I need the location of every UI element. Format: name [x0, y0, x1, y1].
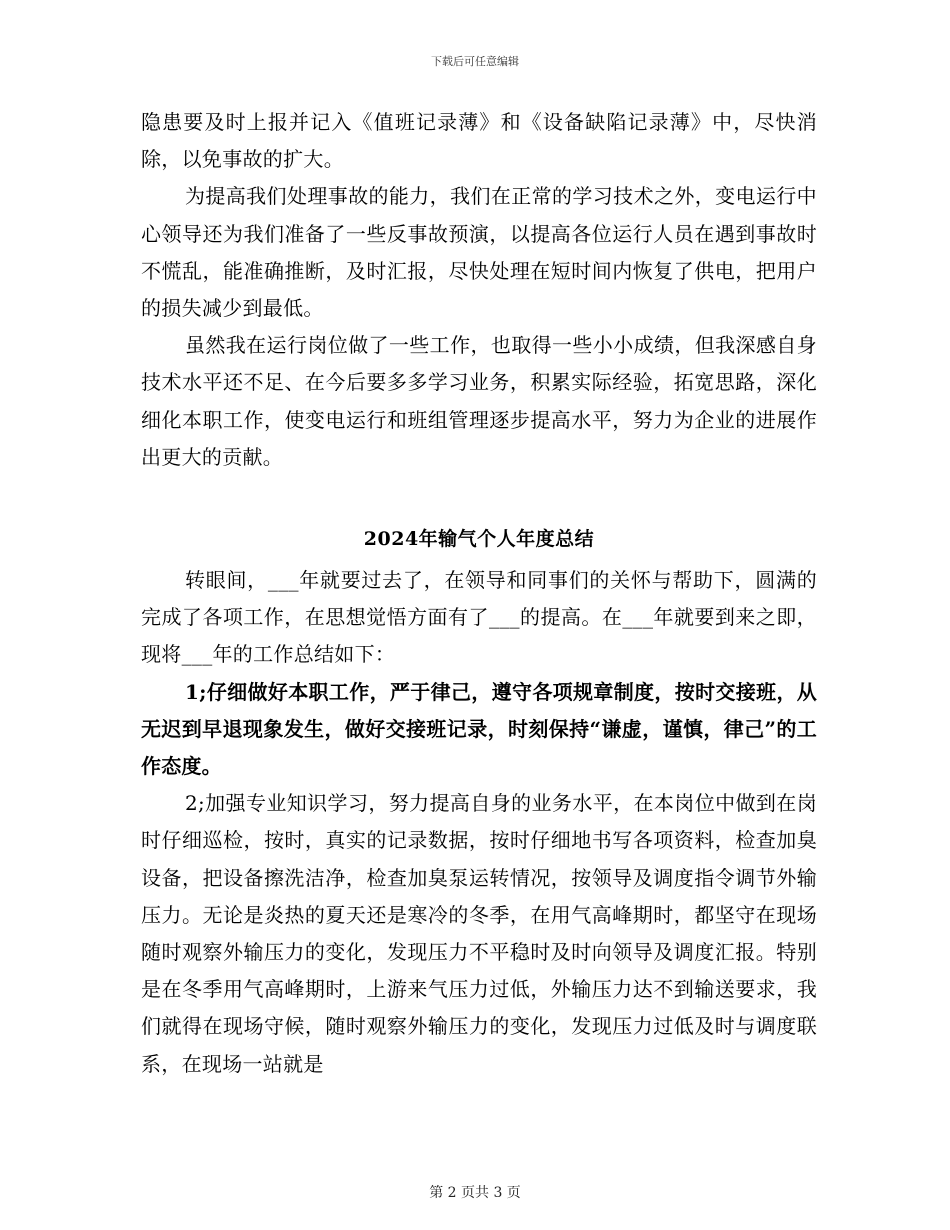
section-title: 2024年输气个人年度总结 — [363, 528, 595, 551]
paragraph-intro: 转眼间，___年就要过去了，在领导和同事们的关怀与帮助下，圆满的完成了各项工作，在思想觉悟方面有了___的提高。在___年就要到来之即，现将___年的工作总结如下： — [141, 568, 817, 667]
paragraph-point-1: 1;仔细做好本职工作，严于律己，遵守各项规章制度，按时交接班，从无迟到早退现象发生，做好交接班记录，时刻保持“谦虚，谨慎，律己”的工作态度。 — [141, 679, 817, 779]
paragraph-point-2: 2;加强专业知识学习，努力提高自身的业务水平，在本岗位中做到在岗时仔细巡检，按时，真实的记录数据，按时仔细地书写各项资料，检查加臭设备，把设备擦洗洁净，检查加臭泵运转情况，按领导及调度指令调节外输压力。无论是炎热的夏天还是寒冷的冬季，在用气高峰期时，都坚守在现场随时观察外输压力的变化，发现压力不平稳时及时向领导及调度汇报。特别是在冬季用气高峰期时，上游来气压力过低，外输压力达不到输送要求，我们就得在现场守候，随时观察外输压力的变化，发现压力过低及时与调度联系，在现场一站就是 — [141, 791, 817, 1076]
page-number: 第 2 页共 3 页 — [429, 1185, 521, 1201]
paragraph-self-assessment: 虽然我在运行岗位做了一些工作，也取得一些小小成绩，但我深感自身技术水平还不足、在今后要多多学习业务，积累实际经验，拓宽思路，深化细化本职工作，使变电运行和班组管理逐步提高水平，努力为企业的进展作出更大的贡献。 — [141, 333, 817, 469]
document-body — [141, 104, 817, 1083]
paragraph-continued: 隐患要及时上报并记入《值班记录薄》和《设备缺陷记录薄》中，尽快消除，以免事故的扩大。 — [141, 110, 817, 172]
page-header: 下载后可任意编辑 — [431, 55, 519, 68]
paragraph-accident-drill: 为提高我们处理事故的能力，我们在正常的学习技术之外，变电运行中心领导还为我们准备了一些反事故预演，以提高各位运行人员在遇到事故时不慌乱，能准确推断，及时汇报，尽快处理在短时间内恢复了供电，把用户的损失减少到最低。 — [141, 184, 817, 321]
